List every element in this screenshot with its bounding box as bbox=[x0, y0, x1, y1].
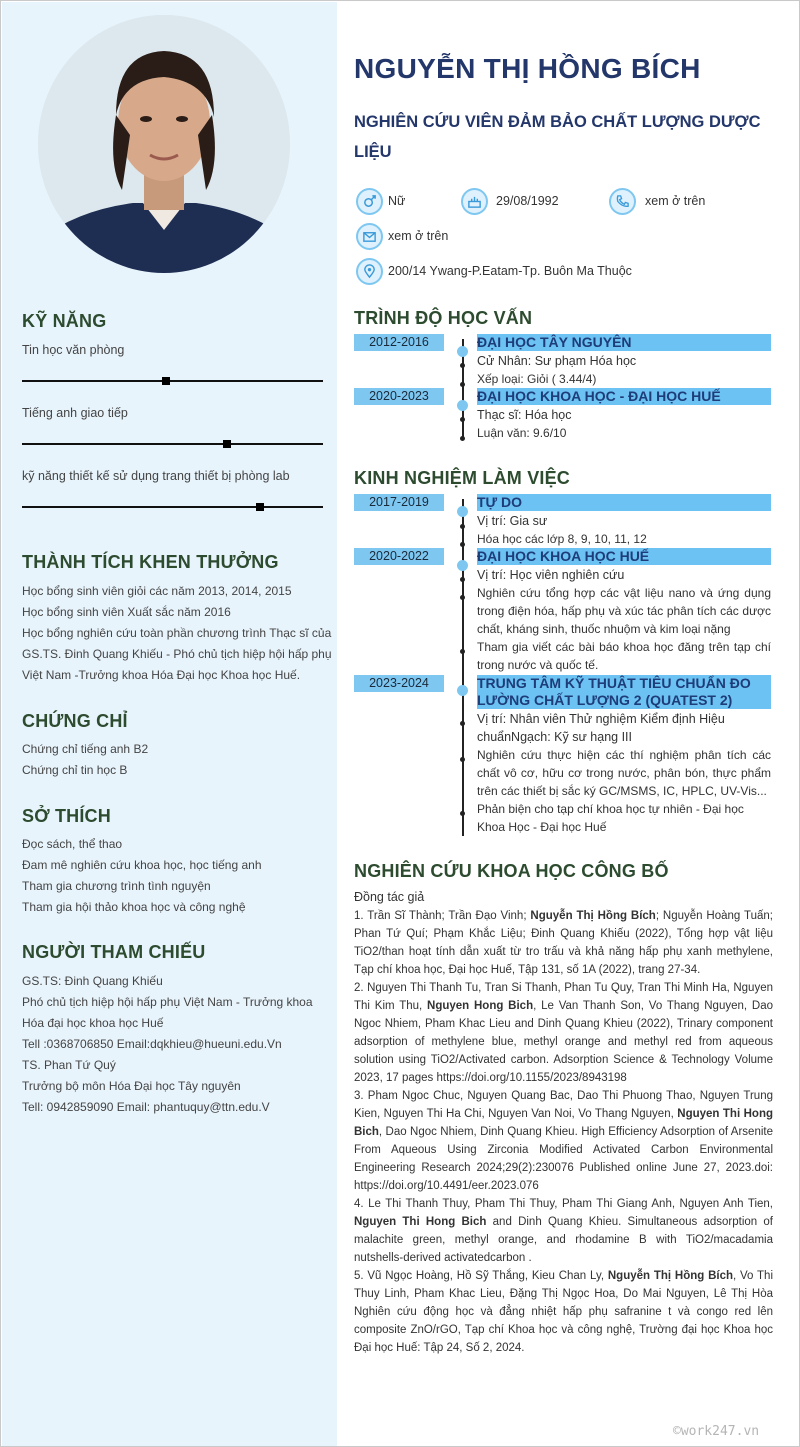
research-title: NGHIÊN CỨU KHOA HỌC CÔNG BỐ bbox=[354, 861, 669, 881]
experience-role: Vị trí: Nhân viên Thử nghiệm Kiểm định Hiệu chuẩnNgạch: Kỹ sư hạng III bbox=[477, 712, 725, 744]
timeline-dot bbox=[460, 524, 465, 529]
education-degree: Cử Nhân: Sư phạm Hóa học bbox=[477, 354, 637, 368]
research-subtitle: Đồng tác giả bbox=[354, 890, 425, 904]
award-line: Việt Nam -Trưởng khoa Hóa Đại học Khoa học Huế. bbox=[22, 668, 301, 682]
reference-line: Trưởng bộ môn Hóa Đại học Tây nguyên bbox=[22, 1079, 241, 1093]
skill-label: kỹ năng thiết kế sử dụng trang thiết bị phòng lab bbox=[22, 469, 290, 483]
email-value: xem ở trên bbox=[388, 229, 449, 243]
skill-bar bbox=[22, 506, 323, 508]
award-line: GS.TS. Đinh Quang Khiếu - Phó chủ tịch hiệp hội hấp phụ bbox=[22, 647, 332, 661]
experience-desc: Tham gia viết các bài báo khoa học đăng trên tạp chí trong nước và quốc tế. bbox=[477, 640, 771, 672]
publication-item bbox=[354, 1267, 773, 1357]
reference-line: Tell: 0942859090 Email: phantuquy@ttn.edu.V bbox=[22, 1100, 270, 1114]
timeline-dot bbox=[460, 363, 465, 368]
candidate-name: NGUYỄN THỊ HỒNG BÍCH bbox=[354, 53, 701, 84]
address-value: 200/14 Ywang-P.Eatam-Tp. Buôn Ma Thuộc bbox=[388, 264, 632, 278]
reference-line: TS. Phan Tứ Quý bbox=[22, 1058, 116, 1072]
award-line: Học bổng sinh viên Xuất sắc năm 2016 bbox=[22, 605, 231, 619]
education-period: 2020-2023 bbox=[354, 388, 444, 405]
skill-bar bbox=[22, 380, 323, 382]
reference-line: Tell :0368706850 Email:dqkhieu@hueuni.edu.Vn bbox=[22, 1037, 282, 1051]
pub-authors: 1. Trần Sĩ Thành; Trần Đạo Vinh; bbox=[354, 910, 531, 922]
timeline-marker bbox=[457, 400, 468, 411]
experience-desc: Hóa học các lớp 8, 9, 10, 11, 12 bbox=[477, 532, 647, 546]
timeline-marker bbox=[457, 560, 468, 571]
pub-authors: 3. Pham Ngoc Chuc, Nguyen Quang Bac, Dao Thi Phuong Thao, Nguyen Trung Kien, Nguyen Thi Ha Chi, Nguyen Van Noi, Vo Thang Nguyen, bbox=[354, 1090, 773, 1120]
portrait-icon bbox=[38, 15, 290, 273]
education-grade: Xếp loại: Giỏi ( 3.44/4) bbox=[477, 372, 597, 386]
education-degree: Thạc sĩ: Hóa học bbox=[477, 408, 572, 422]
experience-role: Vị trí: Học viên nghiên cứu bbox=[477, 568, 625, 582]
gender-icon bbox=[356, 188, 383, 215]
experience-role: Vị trí: Gia sư bbox=[477, 514, 548, 528]
hobby-line: Đam mê nghiên cứu khoa học, học tiếng anh bbox=[22, 858, 262, 872]
reference-line: Hóa đại học khoa học Huế bbox=[22, 1016, 164, 1030]
timeline-dot bbox=[460, 721, 465, 726]
hobbies-title: SỞ THÍCH bbox=[22, 806, 111, 826]
phone-value: xem ở trên bbox=[645, 194, 706, 208]
profile-photo bbox=[38, 15, 290, 273]
pub-own-name: Nguyen Hong Bich bbox=[427, 1000, 534, 1012]
cert-line: Chứng chỉ tin học B bbox=[22, 763, 128, 777]
timeline-dot bbox=[460, 811, 465, 816]
phone-icon bbox=[609, 188, 636, 215]
skill-bar bbox=[22, 443, 323, 445]
awards-title: THÀNH TÍCH KHEN THƯỞNG bbox=[22, 552, 279, 572]
timeline-dot bbox=[460, 595, 465, 600]
pub-details: and Dinh Quang Khieu. Simultaneous adsorption of malachite green, methyl orange, and rhodamine B with TiO2/macadamia nutshells-derived activatedcarbon . bbox=[354, 1216, 773, 1264]
education-org: ĐẠI HỌC KHOA HỌC - ĐẠI HỌC HUẾ bbox=[477, 388, 771, 405]
gender-value: Nữ bbox=[388, 194, 406, 208]
pub-details: ; Nguyễn Hoàng Tuấn; Phan Tứ Quí; Phạm Khắc Liệu; Đinh Quang Khiếu (2022), Tổng hợp vật liệu TiO2/than hoạt tính dẫn xuất từ tro trấu và khả năng hấp phụ xanh methylene, Tạp chí khoa học, Đại học Huế, Tập 131, số 1A (2022), trang 27-34. bbox=[354, 910, 773, 976]
skill-level-knob bbox=[162, 377, 170, 385]
award-line: Học bổng nghiên cứu toàn phần chương trình Thạc sĩ của bbox=[22, 626, 332, 640]
hobby-line: Tham gia chương trình tình nguyện bbox=[22, 879, 211, 893]
experience-org: TRUNG TÂM KỸ THUẬT TIÊU CHUẨN ĐO LƯỜNG CHẤT LƯỢNG 2 (QUATEST 2) bbox=[477, 675, 771, 709]
experience-title: KINH NGHIỆM LÀM VIỆC bbox=[354, 468, 571, 488]
pub-details: , Vo Thi Thuy Linh, Pham Khac Lieu, Đặng Thị Ngọc Hoa, Do Mai Nguyen, Lê Thị Hòa Nghiên cứu động học và đẳng nhiệt hấp phụ safranine t và congo red lên composite ZnO/rGO, Tạp chí Khoa học và công nghệ, Trường đại học Khoa học Đại học Huế: Tập 24, Số 2, 2024. bbox=[354, 1270, 773, 1354]
timeline-dot bbox=[460, 436, 465, 441]
experience-period: 2020-2022 bbox=[354, 548, 444, 565]
timeline-dot bbox=[460, 577, 465, 582]
pub-details: , Dao Ngoc Nhiem, Dinh Quang Khieu. High Efficiency Adsorption of Arsenite From Aqueous Using Zirconia Modified Activated Carbon Environmental Engineering Research 2024;29(2):230076 Published online June 27, 2023.doi: https://doi.org/10.4491/eer.2023.076 bbox=[354, 1126, 773, 1192]
skills-title: KỸ NĂNG bbox=[22, 311, 107, 331]
timeline-marker bbox=[457, 685, 468, 696]
experience-period: 2017-2019 bbox=[354, 494, 444, 511]
education-period: 2012-2016 bbox=[354, 334, 444, 351]
pub-authors: 4. Le Thi Thanh Thuy, Pham Thi Thuy, Pham Thi Giang Anh, Nguyen Anh Tien, bbox=[354, 1198, 773, 1210]
watermark: ©work247.vn bbox=[673, 1424, 760, 1439]
experience-desc: Nghiên cứu thực hiện các thí nghiệm phân tích các chất vô cơ, hữu cơ trong nước, phân bón, thực phẩm trên các thiết bị sắc ký GC/MSMS, IC, HPLC, UV-Vis... bbox=[477, 748, 771, 798]
publication-item bbox=[354, 1087, 773, 1195]
map-pin-icon bbox=[356, 258, 383, 285]
reference-line: GS.TS: Đinh Quang Khiếu bbox=[22, 974, 163, 988]
skill-label: Tin học văn phòng bbox=[22, 343, 125, 357]
publication-item bbox=[354, 979, 773, 1087]
education-thesis: Luận văn: 9.6/10 bbox=[477, 426, 567, 440]
experience-org: TỰ DO bbox=[477, 494, 771, 511]
publication-item bbox=[354, 907, 773, 979]
pub-own-name: Nguyễn Thị Hồng Bích bbox=[530, 910, 656, 922]
email-icon bbox=[356, 223, 383, 250]
pub-authors: 5. Vũ Ngọc Hoàng, Hồ Sỹ Thắng, Kieu Chan Ly, bbox=[354, 1270, 608, 1282]
experience-timeline bbox=[462, 499, 464, 836]
education-org: ĐẠI HỌC TÂY NGUYÊN bbox=[477, 334, 771, 351]
pub-own-name: Nguyễn Thị Hồng Bích bbox=[607, 1270, 733, 1282]
education-title: TRÌNH ĐỘ HỌC VẤN bbox=[354, 308, 533, 328]
pub-details: , Le Van Thanh Son, Vo Thang Nguyen, Dao Ngoc Nhiem, Pham Khac Lieu and Dinh Quang Khieu (2022), Trinary component adsorption of methylene blue, methyl orange and methyl red from aqueous solution using TiO2/Activated carbon. Adsorption Science & Technology Volume 2023, 17 pages https://doi.org/10.1155/2023/8943198 bbox=[354, 1000, 773, 1084]
cert-line: Chứng chỉ tiếng anh B2 bbox=[22, 742, 149, 756]
award-line: Học bổng sinh viên giỏi các năm 2013, 2014, 2015 bbox=[22, 584, 292, 598]
dob-value: 29/08/1992 bbox=[496, 194, 559, 208]
timeline-dot bbox=[460, 382, 465, 387]
skill-label: Tiếng anh giao tiếp bbox=[22, 406, 128, 420]
birthday-cake-icon bbox=[461, 188, 488, 215]
skill-level-knob bbox=[223, 440, 231, 448]
hobby-line: Đọc sách, thể thao bbox=[22, 837, 123, 851]
experience-desc: Nghiên cứu tổng hợp các vật liệu nano và ứng dụng trong điện hóa, hấp phụ và xúc tác phân tích các dược chất, kháng sinh, thuốc nhuộm và kim loại nặng bbox=[477, 586, 771, 636]
timeline-dot bbox=[460, 757, 465, 762]
job-title: NGHIÊN CỨU VIÊN ĐẢM BẢO CHẤT LƯỢNG DƯỢC LIỆU bbox=[354, 113, 761, 161]
skill-level-knob bbox=[256, 503, 264, 511]
hobby-line: Tham gia hội thảo khoa học và công nghệ bbox=[22, 900, 246, 914]
pub-authors: 2. Nguyen Thi Thanh Tu, Tran Si Thanh, Phan Tu Quy, Tran Thi Minh Ha, Nguyen Thi Kim Thu, bbox=[354, 982, 773, 1012]
certs-title: CHỨNG CHỈ bbox=[22, 711, 128, 731]
timeline-dot bbox=[460, 649, 465, 654]
timeline-marker bbox=[457, 506, 468, 517]
experience-period: 2023-2024 bbox=[354, 675, 444, 692]
timeline-dot bbox=[460, 542, 465, 547]
timeline-marker bbox=[457, 346, 468, 357]
pub-own-name: Nguyen Thi Hong Bich bbox=[354, 1216, 487, 1228]
experience-desc: Phản biện cho tạp chí khoa học tự nhiên - Đại học Khoa Học - Đại học Huế bbox=[477, 802, 744, 834]
references-title: NGƯỜI THAM CHIẾU bbox=[22, 942, 206, 962]
publication-item bbox=[354, 1195, 773, 1267]
experience-org: ĐẠI HỌC KHOA HỌC HUẾ bbox=[477, 548, 771, 565]
reference-line: Phó chủ tịch hiệp hội hấp phụ Việt Nam - Trưởng khoa bbox=[22, 995, 313, 1009]
timeline-dot bbox=[460, 417, 465, 422]
pub-own-name: Nguyen Thi Hong Bich bbox=[354, 1108, 773, 1138]
